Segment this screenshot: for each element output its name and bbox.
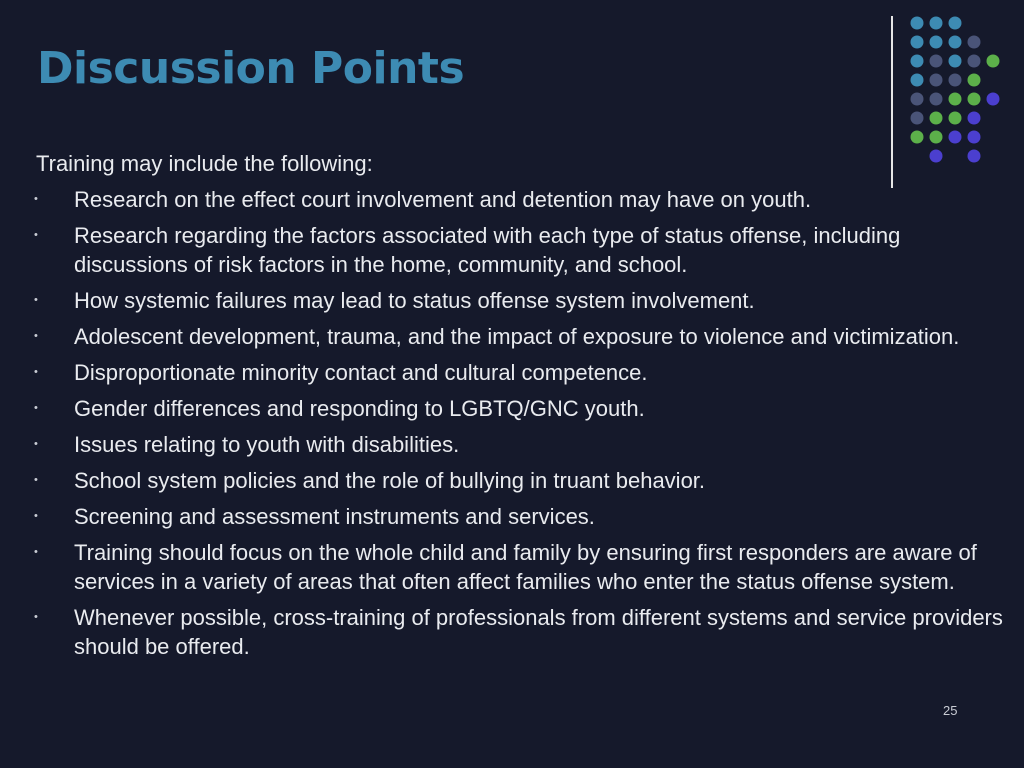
decorative-dot [949, 93, 962, 106]
decorative-dot [968, 55, 981, 68]
bullet-text: Research on the effect court involvement and detention may have on youth. [74, 187, 812, 212]
decorative-dot [987, 55, 1000, 68]
bullet-icon: • [34, 546, 38, 558]
bullet-icon: • [34, 294, 38, 306]
decorative-dot [968, 74, 981, 87]
bullet-icon: • [34, 229, 38, 241]
bullet-text: Research regarding the factors associated with each type of status offense, including discussions of risk factors in the home, community, and school. [74, 223, 901, 277]
bullet-item [36, 221, 1006, 279]
decorative-dot [968, 112, 981, 125]
bullet-icon: • [34, 474, 38, 486]
decorative-dot [911, 112, 924, 125]
decorative-dot [930, 17, 943, 30]
bullet-icon: • [34, 510, 38, 522]
bullet-text: Gender differences and responding to LGBTQ/GNC youth. [74, 396, 645, 421]
decorative-dot [930, 36, 943, 49]
bullet-icon: • [34, 330, 38, 342]
decorative-dot [930, 74, 943, 87]
decorative-dot [911, 36, 924, 49]
bullet-text: Adolescent development, trauma, and the impact of exposure to violence and victimization. [74, 324, 960, 349]
bullet-item [36, 322, 1006, 351]
bullet-text: Whenever possible, cross-training of professionals from different systems and service providers should be offered. [74, 605, 1003, 659]
bullet-item [36, 185, 1006, 214]
bullet-text: Disproportionate minority contact and cultural competence. [74, 360, 648, 385]
decorative-dot [968, 93, 981, 106]
decorative-dot [930, 131, 943, 144]
decorative-dot [987, 93, 1000, 106]
decorative-dot [949, 17, 962, 30]
bullet-list [36, 185, 1006, 661]
bullet-icon: • [34, 611, 38, 623]
decorative-dot [949, 36, 962, 49]
bullet-text: Screening and assessment instruments and services. [74, 504, 595, 529]
bullet-text: Issues relating to youth with disabilities. [74, 432, 460, 457]
decorative-dot [949, 55, 962, 68]
bullet-item [36, 430, 1006, 459]
slide-body [36, 149, 1006, 668]
bullet-item [36, 358, 1006, 387]
decorative-dot [968, 131, 981, 144]
bullet-item [36, 502, 1006, 531]
bullet-icon: • [34, 402, 38, 414]
decorative-dot [930, 55, 943, 68]
decorative-dot [930, 93, 943, 106]
decorative-dot [911, 74, 924, 87]
decorative-dot [930, 112, 943, 125]
intro-text: Training may include the following: [36, 151, 373, 176]
decorative-dot [911, 93, 924, 106]
decorative-dot [968, 36, 981, 49]
page-number: 25 [943, 703, 958, 718]
bullet-item [36, 286, 1006, 315]
bullet-text: School system policies and the role of bullying in truant behavior. [74, 468, 706, 493]
bullet-icon: • [34, 438, 38, 450]
bullet-item [36, 466, 1006, 495]
bullet-text: How systemic failures may lead to status offense system involvement. [74, 288, 755, 313]
bullet-item [36, 603, 1006, 661]
bullet-item [36, 394, 1006, 423]
decorative-dot [949, 131, 962, 144]
decorative-dot [911, 131, 924, 144]
decorative-dot [911, 55, 924, 68]
decorative-dot [911, 17, 924, 30]
bullet-icon: • [34, 366, 38, 378]
bullet-text: Training should focus on the whole child and family by ensuring first responders are aware of services in a variety of areas that often affect families who enter the status offense system. [74, 540, 977, 594]
bullet-item [36, 538, 1006, 596]
bullet-icon: • [34, 193, 38, 205]
slide-title: Discussion Points [37, 43, 465, 94]
decorative-dot [949, 112, 962, 125]
decorative-dot [949, 74, 962, 87]
